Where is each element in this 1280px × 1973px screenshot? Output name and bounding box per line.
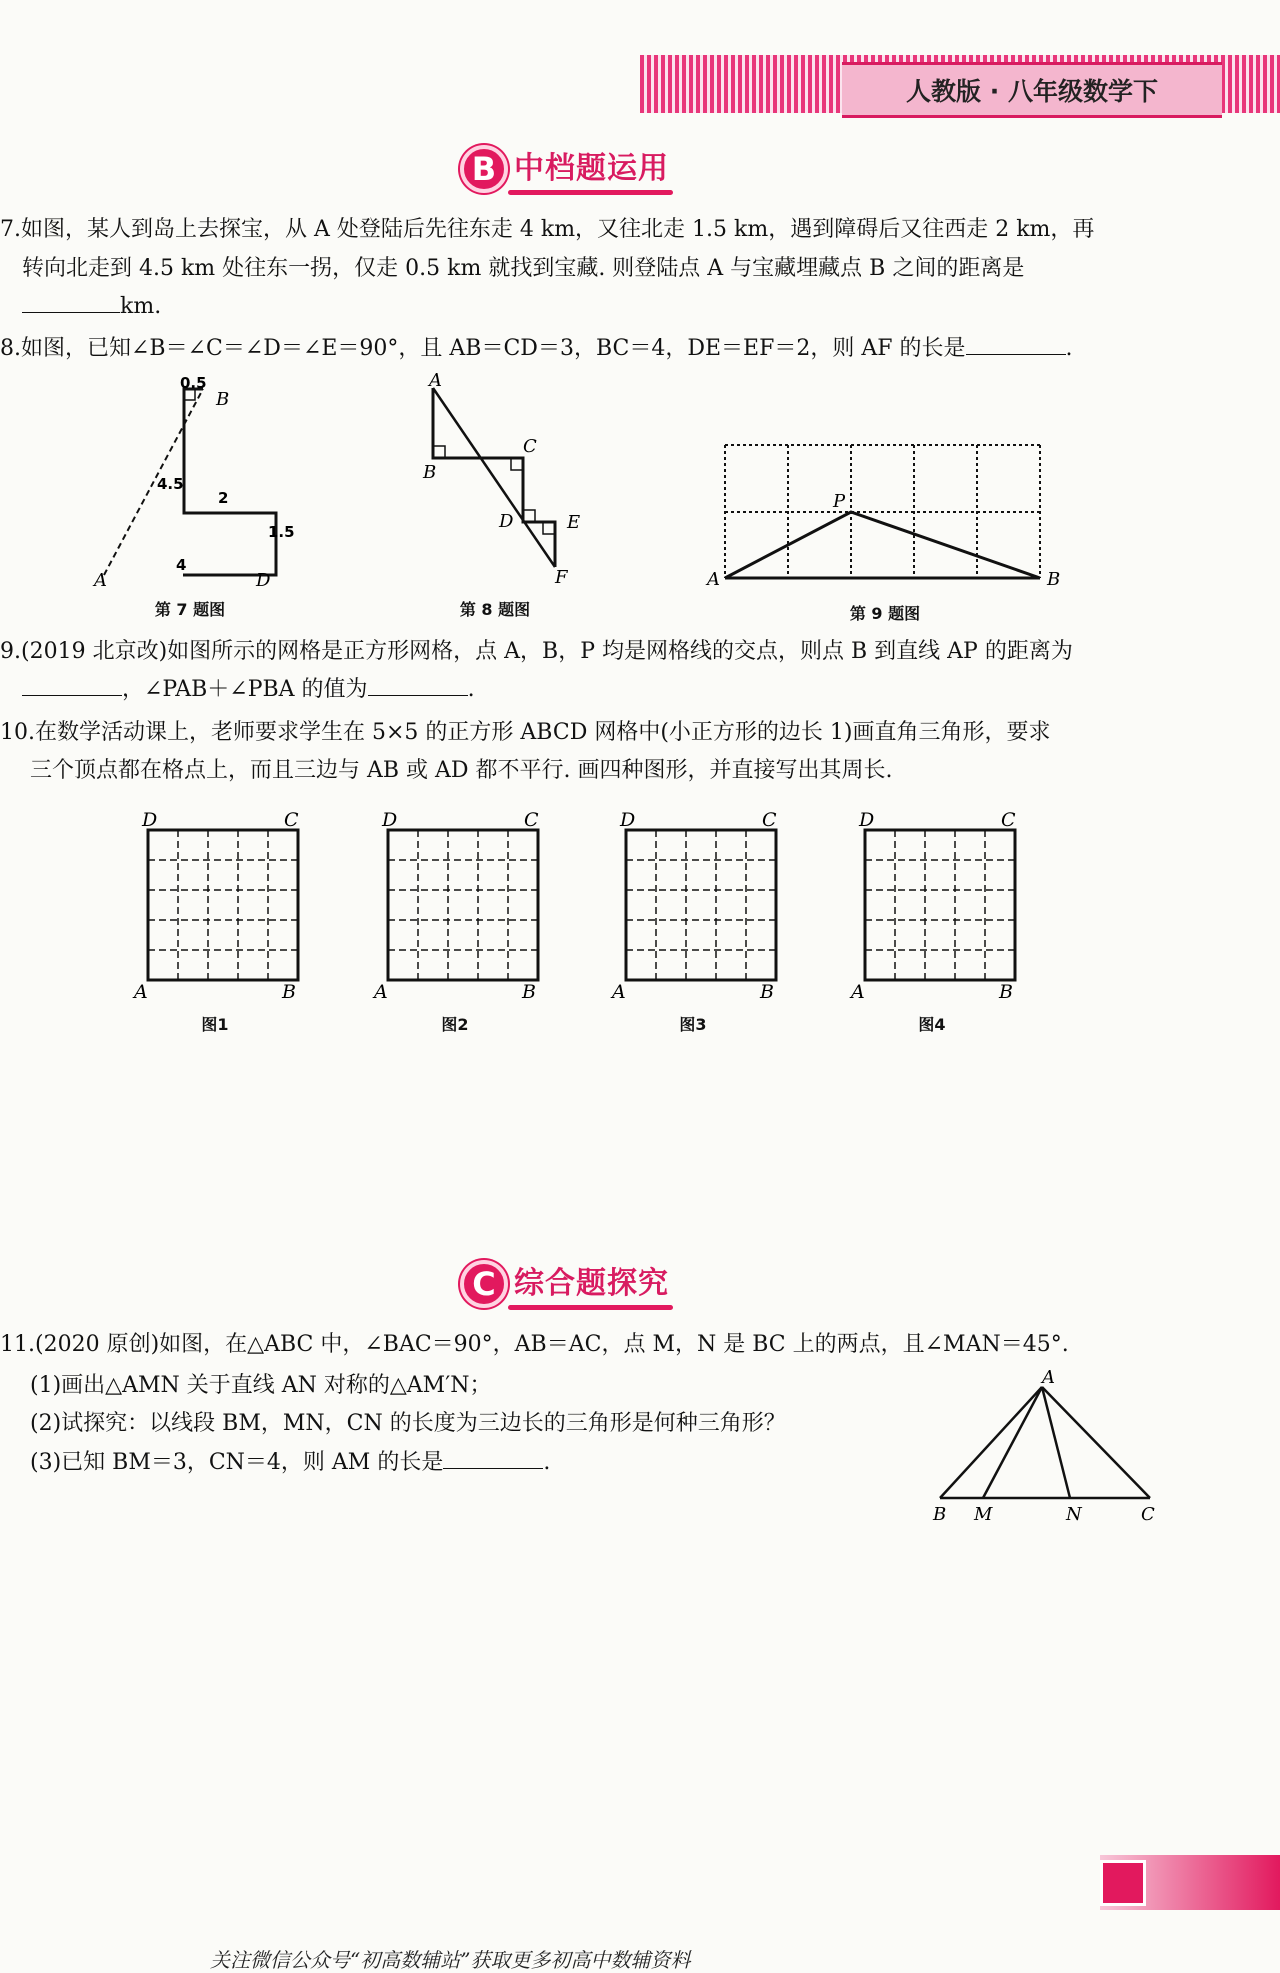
figure-8 [415,370,590,590]
question-text: 如图，某人到岛上去探宝，从 A 处登陆后先往东走 4 km，又往北走 1.5 km，遇到障碍后又往西走 2 km，再 [21,217,1095,242]
vertex-label: B [760,981,774,1003]
figure-9 [705,435,1075,600]
vertex-label: D [620,809,636,831]
answer-blank[interactable] [22,673,122,696]
grid-figure-2 [372,800,547,1010]
punctuation: . [1065,336,1073,361]
point-label: A [94,570,107,590]
question-text: ，∠PAB＋∠PBA 的值为 [122,677,368,702]
page-number-box [1100,1860,1146,1906]
point-label: D [256,570,271,590]
question-11-part2: (2)试探究：以线段 BM，MN，CN 的长度为三边长的三角形是何种三角形？ [30,1411,786,1436]
point-label: A [1042,1370,1055,1388]
point-label: C [1141,1504,1155,1525]
punctuation: . [543,1450,551,1475]
grid-caption-3: 图3 [679,1015,707,1034]
vertex-label: C [1001,809,1016,831]
vertex-label: A [612,981,626,1003]
length-label: 2 [218,489,229,507]
vertex-label: C [284,809,299,831]
header-label: 人教版 · 八年级数学下 [842,62,1222,118]
grid-border [388,830,538,980]
vertex-label: A [134,981,148,1003]
question-8 [0,329,1073,369]
question-11-part1: (1)画出△AMN 关于直线 AN 对称的△AM′N； [30,1373,492,1398]
question-text: 在数学活动课上，老师要求学生在 5×5 的正方形 ABCD 网格中(小正方形的边长 1)画直角三角形，要求 [35,720,1051,745]
question-10-line1 [0,713,1051,753]
question-10-line2: 三个顶点都在格点上，而且三边与 AB 或 AD 都不平行. 画四种图形，并直接写出其周长. [30,758,893,783]
grid-caption-4: 图4 [918,1015,946,1034]
vertex-label: B [282,981,296,1003]
grid-figure-1 [132,800,307,1010]
question-11-part3 [30,1445,550,1481]
point-label: P [833,491,846,512]
vertex-label: B [522,981,536,1003]
figure-7 [80,375,310,590]
length-label: 1.5 [268,523,295,541]
question-text: (3)已知 BM＝3，CN＝4，则 AM 的长是 [30,1450,444,1475]
question-9-line2 [22,670,475,710]
answer-blank[interactable] [22,290,120,313]
footer-note: 关注微信公众号“初高数辅站”获取更多初高中数辅资料 [210,1948,691,1972]
length-label: 4 [176,556,187,574]
point-label: F [555,567,568,588]
question-text: (2020 原创)如图，在△ABC 中，∠BAC＝90°，AB＝AC，点 M，N 是 BC 上的两点，且∠MAN＝45°. [35,1332,1069,1357]
figure-7-caption: 第 7 题图 [154,600,226,619]
answer-blank[interactable] [443,1446,543,1469]
question-number: 10. [0,720,35,745]
unit-text: km. [120,294,162,319]
grid-figure-4 [849,800,1024,1010]
vertex-label: C [762,809,777,831]
point-label: B [216,389,230,410]
grid-figure-3 [610,800,785,1010]
question-number: 8. [0,336,21,361]
vertex-label: D [859,809,875,831]
point-label: D [499,511,514,532]
section-c-heading: 综合题探究 [514,1258,669,1310]
point-label: C [523,436,537,457]
question-11-line1 [0,1325,1069,1365]
punctuation: . [467,677,475,702]
answer-blank[interactable] [368,673,468,696]
length-label: 0.5 [180,375,207,392]
length-label: 4.5 [157,475,184,493]
grid-caption-2: 图2 [441,1015,469,1034]
section-b-badge: B [460,145,508,193]
figure-8-caption: 第 8 题图 [459,600,531,619]
point-label: B [1047,569,1061,590]
grid-caption-1: 图1 [201,1015,229,1034]
point-label: B [423,462,437,483]
question-7-line3 [22,287,161,327]
question-number: 7. [0,217,21,242]
question-text: (2019 北京改)如图所示的网格是正方形网格，点 A，B，P 均是网格线的交点，则点 B 到直线 AP 的距离为 [21,639,1073,664]
vertex-label: D [142,809,158,831]
vertex-label: B [999,981,1013,1003]
point-label: E [567,512,581,533]
vertex-label: A [374,981,388,1003]
grid-border [148,830,298,980]
answer-blank[interactable] [966,332,1066,355]
question-7-line1 [0,210,1094,250]
point-label: M [974,1504,993,1525]
question-number: 11. [0,1332,35,1357]
section-b-title [460,143,669,195]
section-b-heading: 中档题运用 [514,143,669,195]
point-label: B [933,1504,947,1525]
grid-border [626,830,776,980]
question-9-line1 [0,632,1073,672]
grid-border [865,830,1015,980]
figure-11 [925,1370,1165,1530]
point-label: A [707,569,720,590]
figure-9-caption: 第 9 题图 [849,604,921,623]
question-number: 9. [0,639,21,664]
point-label: A [429,370,442,391]
vertex-label: D [382,809,398,831]
question-text: 如图，已知∠B＝∠C＝∠D＝∠E＝90°，且 AB＝CD＝3，BC＝4，DE＝EF＝2，则 AF 的长是 [21,336,966,361]
point-label: N [1066,1504,1082,1525]
grids-row [0,800,1280,1050]
question-7-line2: 转向北走到 4.5 km 处往东一拐，仅走 0.5 km 就找到宝藏. 则登陆点 A 与宝藏埋藏点 B 之间的距离是 [22,256,1025,281]
section-c-title [460,1258,669,1310]
vertex-label: C [524,809,539,831]
section-c-badge: C [460,1260,508,1308]
vertex-label: A [851,981,865,1003]
